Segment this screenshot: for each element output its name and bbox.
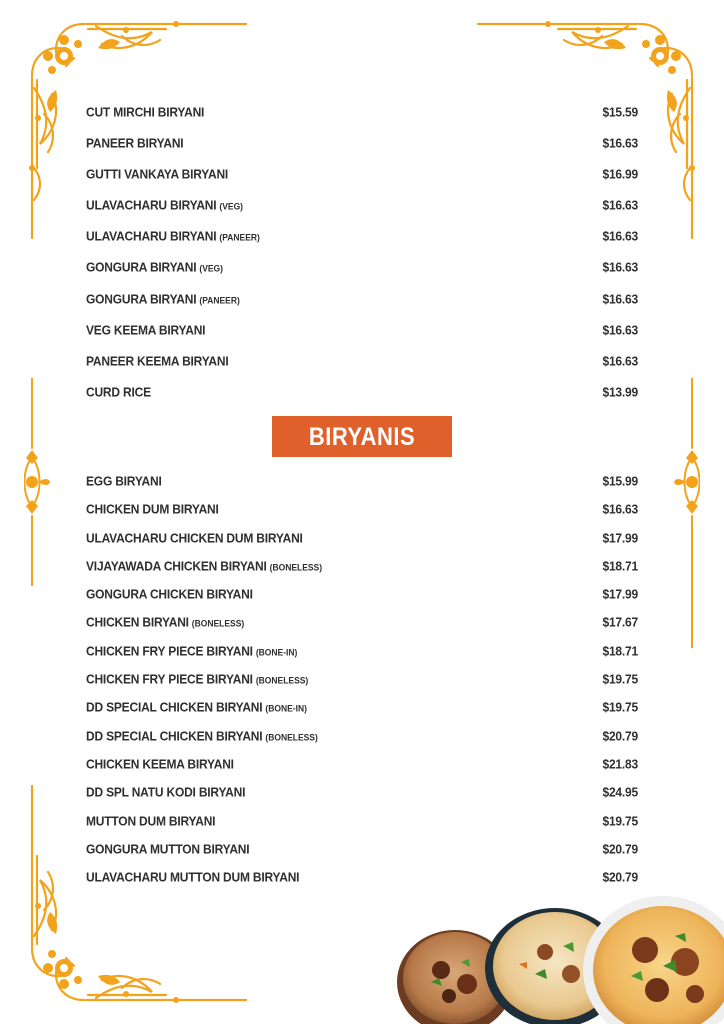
- item-name: DD SPECIAL CHICKEN BIRYANI (BONELESS): [86, 728, 318, 744]
- item-price: $24.95: [602, 784, 638, 800]
- item-note: (VEG): [219, 200, 244, 212]
- item-price: $16.99: [602, 166, 638, 182]
- menu-item-row: [86, 219, 638, 253]
- menu-item-row: [86, 579, 638, 610]
- item-name: VIJAYAWADA CHICKEN BIRYANI (BONELESS): [86, 558, 323, 574]
- menu-item-row: [86, 157, 638, 191]
- menu-item-row: [86, 749, 638, 780]
- item-price: $13.99: [602, 383, 638, 399]
- item-price: $20.79: [602, 869, 638, 885]
- item-price: $16.63: [602, 259, 638, 275]
- item-name: GUTTI VANKAYA BIRYANI: [86, 166, 229, 182]
- item-price: $15.99: [602, 473, 638, 489]
- item-name: CHICKEN DUM BIRYANI: [86, 501, 219, 517]
- item-price: $21.83: [602, 756, 638, 772]
- item-price: $17.99: [602, 586, 638, 602]
- item-note: (PANEER): [219, 231, 260, 243]
- item-name: CHICKEN FRY PIECE BIRYANI (BONELESS): [86, 671, 309, 687]
- item-name: GONGURA BIRYANI (PANEER): [86, 290, 240, 306]
- section-title-biryanis: [272, 416, 452, 457]
- item-price: $16.63: [602, 352, 638, 368]
- item-name: PANEER KEEMA BIRYANI: [86, 352, 229, 368]
- item-name: ULAVACHARU CHICKEN DUM BIRYANI: [86, 530, 303, 546]
- menu-item-row: [86, 522, 638, 553]
- item-name: VEG KEEMA BIRYANI: [86, 321, 206, 337]
- menu-item-row: [86, 862, 638, 893]
- item-price: $16.63: [602, 290, 638, 306]
- item-price: $15.59: [602, 103, 638, 120]
- item-price: $20.79: [602, 728, 638, 744]
- item-note: (BONELESS): [255, 674, 309, 686]
- item-price: $16.63: [602, 135, 638, 151]
- menu-item-row: [86, 250, 638, 284]
- item-price: $17.99: [602, 530, 638, 546]
- item-note: (BONELESS): [269, 561, 323, 573]
- item-note: (BONELESS): [191, 618, 245, 630]
- item-price: $18.71: [602, 643, 638, 659]
- item-price: $16.63: [602, 228, 638, 244]
- menu-item-row: [86, 494, 638, 525]
- biryani-list: [86, 467, 638, 891]
- menu-item-row: [86, 664, 638, 695]
- menu-item-row: [86, 607, 638, 638]
- item-name: GONGURA BIRYANI (VEG): [86, 259, 223, 275]
- item-name: MUTTON DUM BIRYANI: [86, 813, 216, 829]
- item-name: DD SPL NATU KODI BIRYANI: [86, 784, 246, 800]
- item-note: (BONELESS): [265, 731, 318, 743]
- item-name: GONGURA CHICKEN BIRYANI: [86, 586, 253, 602]
- side-ornament-right-icon: [674, 378, 700, 648]
- item-name: CHICKEN BIRYANI (BONELESS): [86, 615, 245, 631]
- item-name: PANEER BIRYANI: [86, 135, 184, 151]
- item-price: $16.63: [602, 501, 638, 517]
- section-title-text: BIRYANIS: [308, 421, 416, 451]
- menu-item-row: [86, 834, 638, 865]
- menu-item-row: [86, 721, 638, 752]
- menu-item-row: [86, 95, 638, 129]
- item-note: (PANEER): [199, 293, 240, 305]
- item-name: CHICKEN KEEMA BIRYANI: [86, 756, 234, 772]
- menu-item-row: [86, 777, 638, 808]
- item-price: $20.79: [602, 841, 638, 857]
- item-name: ULAVACHARU BIRYANI (VEG): [86, 197, 244, 213]
- menu-item-row: [86, 805, 638, 836]
- item-name: CUT MIRCHI BIRYANI: [86, 103, 205, 120]
- item-price: $18.71: [602, 558, 638, 574]
- side-ornament-left-icon: [24, 378, 50, 586]
- item-price: $16.63: [602, 321, 638, 337]
- item-name: ULAVACHARU MUTTON DUM BIRYANI: [86, 869, 300, 885]
- item-note: (BONE-IN): [265, 703, 307, 714]
- item-price: $19.75: [602, 699, 638, 716]
- menu-item-row: [86, 188, 638, 222]
- item-name: CHICKEN FRY PIECE BIRYANI (BONE-IN): [86, 643, 298, 659]
- menu-item-row: [86, 375, 638, 409]
- item-name: GONGURA MUTTON BIRYANI: [86, 841, 250, 857]
- item-price: $19.75: [602, 671, 638, 687]
- biryani-bowls-photo: [395, 890, 724, 1024]
- item-name: EGG BIRYANI: [86, 473, 162, 489]
- menu-item-row: [86, 551, 638, 582]
- menu-item-row: [86, 126, 638, 160]
- item-name: CURD RICE: [86, 383, 151, 399]
- item-name: ULAVACHARU BIRYANI (PANEER): [86, 228, 260, 244]
- item-note: (VEG): [199, 262, 223, 274]
- menu-item-row: [86, 344, 638, 378]
- menu-item-row: [86, 312, 638, 346]
- veg-biryani-list: [86, 96, 638, 407]
- menu-item-row: [86, 636, 638, 667]
- item-price: $17.67: [602, 615, 638, 631]
- item-price: $19.75: [602, 813, 638, 829]
- item-price: $16.63: [602, 197, 638, 213]
- menu-item-row: [86, 281, 638, 315]
- menu-item-row: [86, 692, 638, 723]
- menu-item-row: [86, 466, 638, 497]
- item-name: DD SPECIAL CHICKEN BIRYANI (BONE-IN): [86, 699, 307, 716]
- item-note: (BONE-IN): [255, 646, 298, 658]
